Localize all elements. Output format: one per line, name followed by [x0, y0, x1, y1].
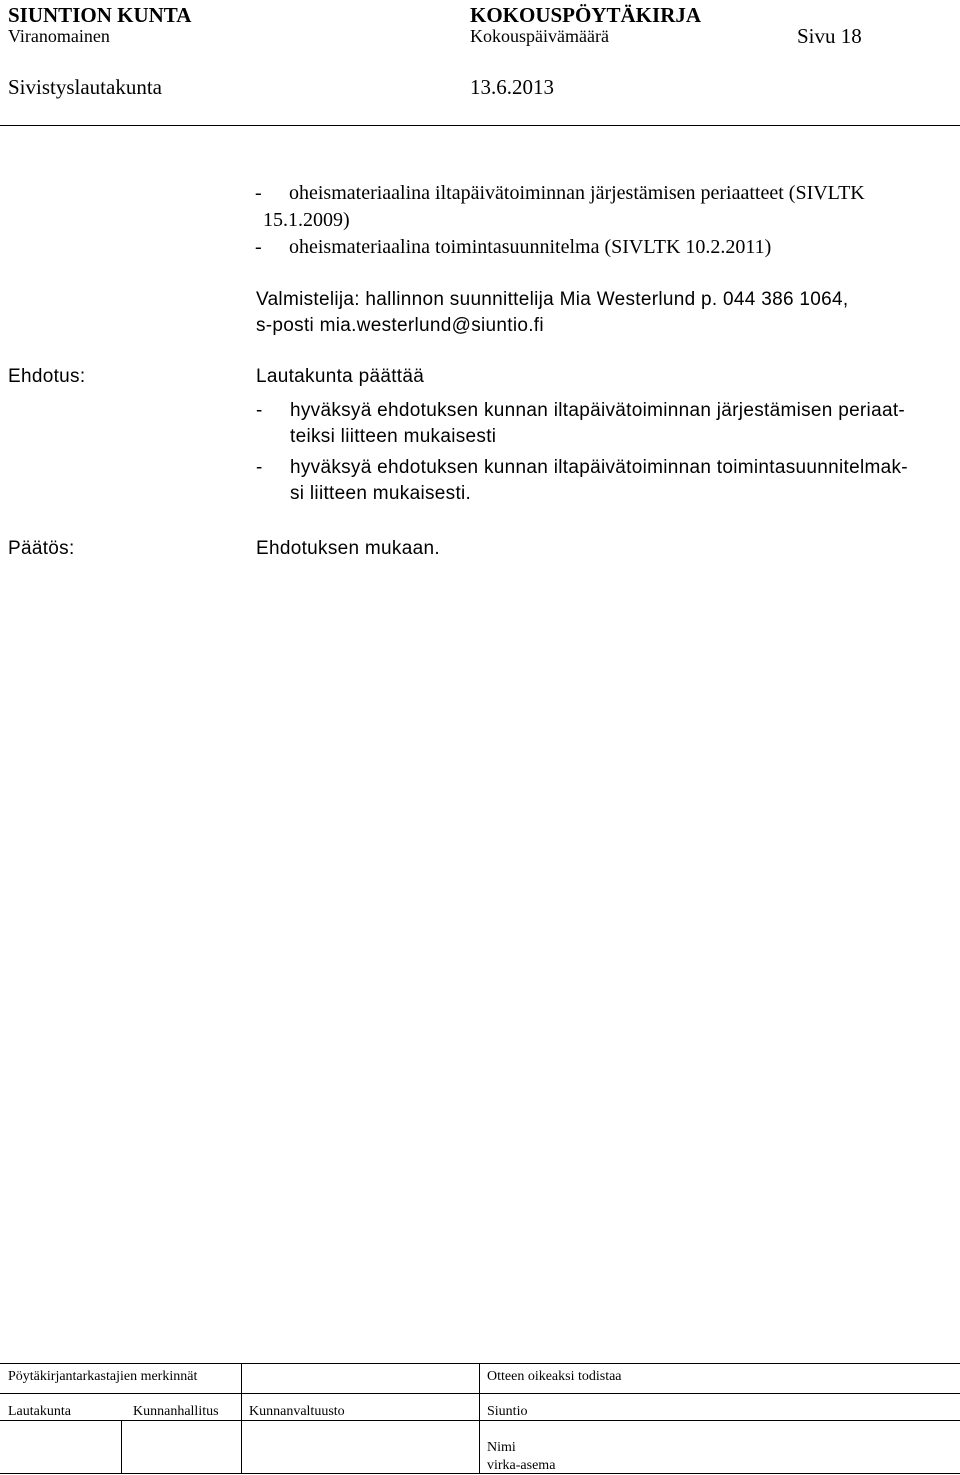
col-kunnanhallitus: Kunnanhallitus: [133, 1404, 219, 1419]
bullet-dash: -: [255, 236, 262, 258]
meeting-date: 13.6.2013: [470, 75, 554, 99]
position-label: virka-asema: [487, 1458, 556, 1473]
preparer-block: [256, 287, 848, 339]
proposal-item-line: teiksi liitteen mukaisesti: [290, 426, 497, 447]
attachment-text-cont: 15.1.2009): [263, 209, 350, 231]
footer-col-divider: [121, 1420, 122, 1474]
authority-name: Sivistyslautakunta: [8, 75, 162, 99]
place: Siuntio: [487, 1404, 528, 1419]
document-type: KOKOUSPÖYTÄKIRJA: [470, 3, 702, 27]
bullet-dash: -: [256, 400, 263, 421]
proposal-items: [256, 398, 908, 507]
header-divider: [0, 125, 960, 126]
preparer-line: Valmistelija: hallinnon suunnittelija Mia Westerlund p. 044 386 1064,: [256, 289, 849, 310]
footer-col-divider: [241, 1363, 242, 1474]
footer-row-rule: [0, 1420, 960, 1421]
name-label: Nimi: [487, 1440, 516, 1455]
col-kunnanvaltuusto: Kunnanvaltuusto: [249, 1404, 345, 1419]
certified-label: Otteen oikeaksi todistaa: [487, 1369, 622, 1384]
footer-top-rule: [0, 1363, 960, 1364]
footer-mid-rule: [0, 1393, 960, 1394]
decision-label: Päätös:: [8, 538, 75, 559]
proposal-item-line: si liitteen mukaisesti.: [290, 483, 472, 504]
page-number: Sivu 18: [797, 24, 862, 48]
authority-label: Viranomainen: [8, 26, 110, 46]
footer-bottom-rule: [0, 1473, 960, 1474]
attachment-item: [255, 234, 865, 261]
attachment-item: [255, 180, 865, 207]
proposal-item-line: hyväksyä ehdotuksen kunnan iltapäivätoiminnan toimintasuunnitelmak-: [290, 457, 908, 478]
footer-col-divider: [479, 1363, 480, 1474]
municipality-name: SIUNTION KUNTA: [8, 3, 192, 27]
col-lautakunta: Lautakunta: [8, 1404, 71, 1419]
bullet-dash: -: [256, 457, 263, 478]
attachment-text: oheismateriaalina toimintasuunnitelma (SIVLTK 10.2.2011): [289, 236, 772, 258]
bullet-dash: -: [255, 182, 262, 204]
attachment-item-continuation: [255, 207, 865, 234]
attachments-list: [255, 180, 865, 261]
proposal-item-line: hyväksyä ehdotuksen kunnan iltapäivätoiminnan järjestämisen periaat-: [290, 400, 906, 421]
proposal-item: [256, 398, 908, 450]
preparer-email: s-posti mia.westerlund@siuntio.fi: [256, 315, 544, 336]
attachment-text: oheismateriaalina iltapäivätoiminnan järjestämisen periaatteet (SIVLTK: [289, 182, 865, 204]
proposal-label: Ehdotus:: [8, 366, 86, 387]
meeting-date-label: Kokouspäivämäärä: [470, 26, 609, 46]
proposal-item: [256, 455, 908, 507]
reviewers-label: Pöytäkirjantarkastajien merkinnät: [8, 1369, 198, 1384]
decision-text: Ehdotuksen mukaan.: [256, 538, 440, 559]
proposal-intro: Lautakunta päättää: [256, 366, 425, 387]
